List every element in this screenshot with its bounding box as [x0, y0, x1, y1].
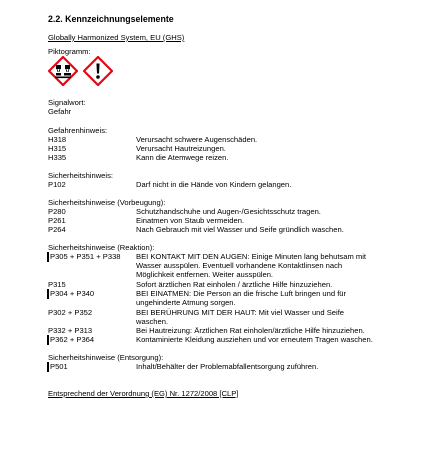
revision-bar: [47, 289, 49, 299]
hazard-text: Kann die Atemwege reizen.: [136, 153, 229, 162]
revision-bar: [47, 362, 49, 372]
reaction-text: BEI BERÜHRUNG MIT DER HAUT: Mit viel Wasser und Seife: [136, 308, 345, 317]
ghs-system-label: Globally Harmonized System, EU (GHS): [48, 33, 185, 42]
clp-reference: Entsprechend der Verordnung (EG) Nr. 1272/2008 [CLP]: [48, 389, 239, 398]
hazard-text: Verursacht Hautreizungen.: [136, 144, 226, 153]
reaction-text: ungehinderte Atmung sorgen.: [136, 298, 236, 307]
safety-general-label: Sicherheitshinweis:: [48, 171, 113, 180]
prevention-label: Sicherheitshinweise (Vorbeugung):: [48, 198, 166, 207]
disposal-label: Sicherheitshinweise (Entsorgung):: [48, 353, 164, 362]
reaction-text: Bei Hautreizung: Ärztlichen Rat einholen/ärztliche Hilfe hinzuziehen.: [136, 326, 365, 335]
reaction-code: P304 + P340: [50, 289, 95, 298]
reaction-text: Möglichkeit entfernen. Weiter ausspülen.: [136, 270, 274, 279]
reaction-text: BEI KONTAKT MIT DEN AUGEN: Einige Minuten lang behutsam mit: [136, 252, 367, 261]
revision-bar: [47, 335, 49, 345]
signal-word: Gefahr: [48, 107, 72, 116]
revision-bar: [47, 252, 49, 262]
signal-word-label: Signalwort:: [48, 98, 86, 107]
prevention-text: Nach Gebrauch mit viel Wasser und Seife gründlich waschen.: [136, 225, 344, 234]
reaction-text: waschen.: [136, 317, 169, 326]
disposal-code: P501: [50, 362, 68, 371]
reaction-text: BEI EINATMEN: Die Person an die frische Luft bringen und für: [136, 289, 347, 298]
safety-text: Darf nicht in die Hände von Kindern gelangen.: [136, 180, 292, 189]
exclamation-mark-icon: [83, 56, 113, 86]
reaction-text: Wasser ausspülen. Eventuell vorhandene Kontaktlinsen nach: [136, 261, 343, 270]
corrosion-icon: [48, 56, 78, 86]
reaction-code: P315: [48, 280, 66, 289]
reaction-code: P332 + P313: [48, 326, 93, 335]
prevention-code: P264: [48, 225, 66, 234]
hazard-text: Verursacht schwere Augenschäden.: [136, 135, 258, 144]
disposal-text: Inhalt/Behälter der Problemabfallentsorgung zuführen.: [136, 362, 319, 371]
pictogram-label: Piktogramm:: [48, 47, 91, 56]
safety-code: P102: [48, 180, 66, 189]
reaction-code: P362 + P364: [50, 335, 95, 344]
prevention-code: P261: [48, 216, 66, 225]
hazard-code: H335: [48, 153, 67, 162]
reaction-code: P305 + P351 + P338: [50, 252, 121, 261]
reaction-code: P302 + P352: [48, 308, 93, 317]
section-title: 2.2. Kennzeichnungselemente: [48, 14, 174, 24]
prevention-code: P280: [48, 207, 66, 216]
hazard-code: H318: [48, 135, 67, 144]
reaction-label: Sicherheitshinweise (Reaktion):: [48, 243, 155, 252]
hazard-code: H315: [48, 144, 67, 153]
prevention-text: Schutzhandschuhe und Augen-/Gesichtsschutz tragen.: [136, 207, 321, 216]
reaction-text: Sofort ärztlichen Rat einholen / ärztliche Hilfe hinzuziehen.: [136, 280, 333, 289]
hazard-label: Gefahrenhinweis:: [48, 126, 108, 135]
prevention-text: Einatmen von Staub vermeiden.: [136, 216, 245, 225]
reaction-text: Kontaminierte Kleidung ausziehen und vor erneutem Tragen waschen.: [136, 335, 373, 344]
